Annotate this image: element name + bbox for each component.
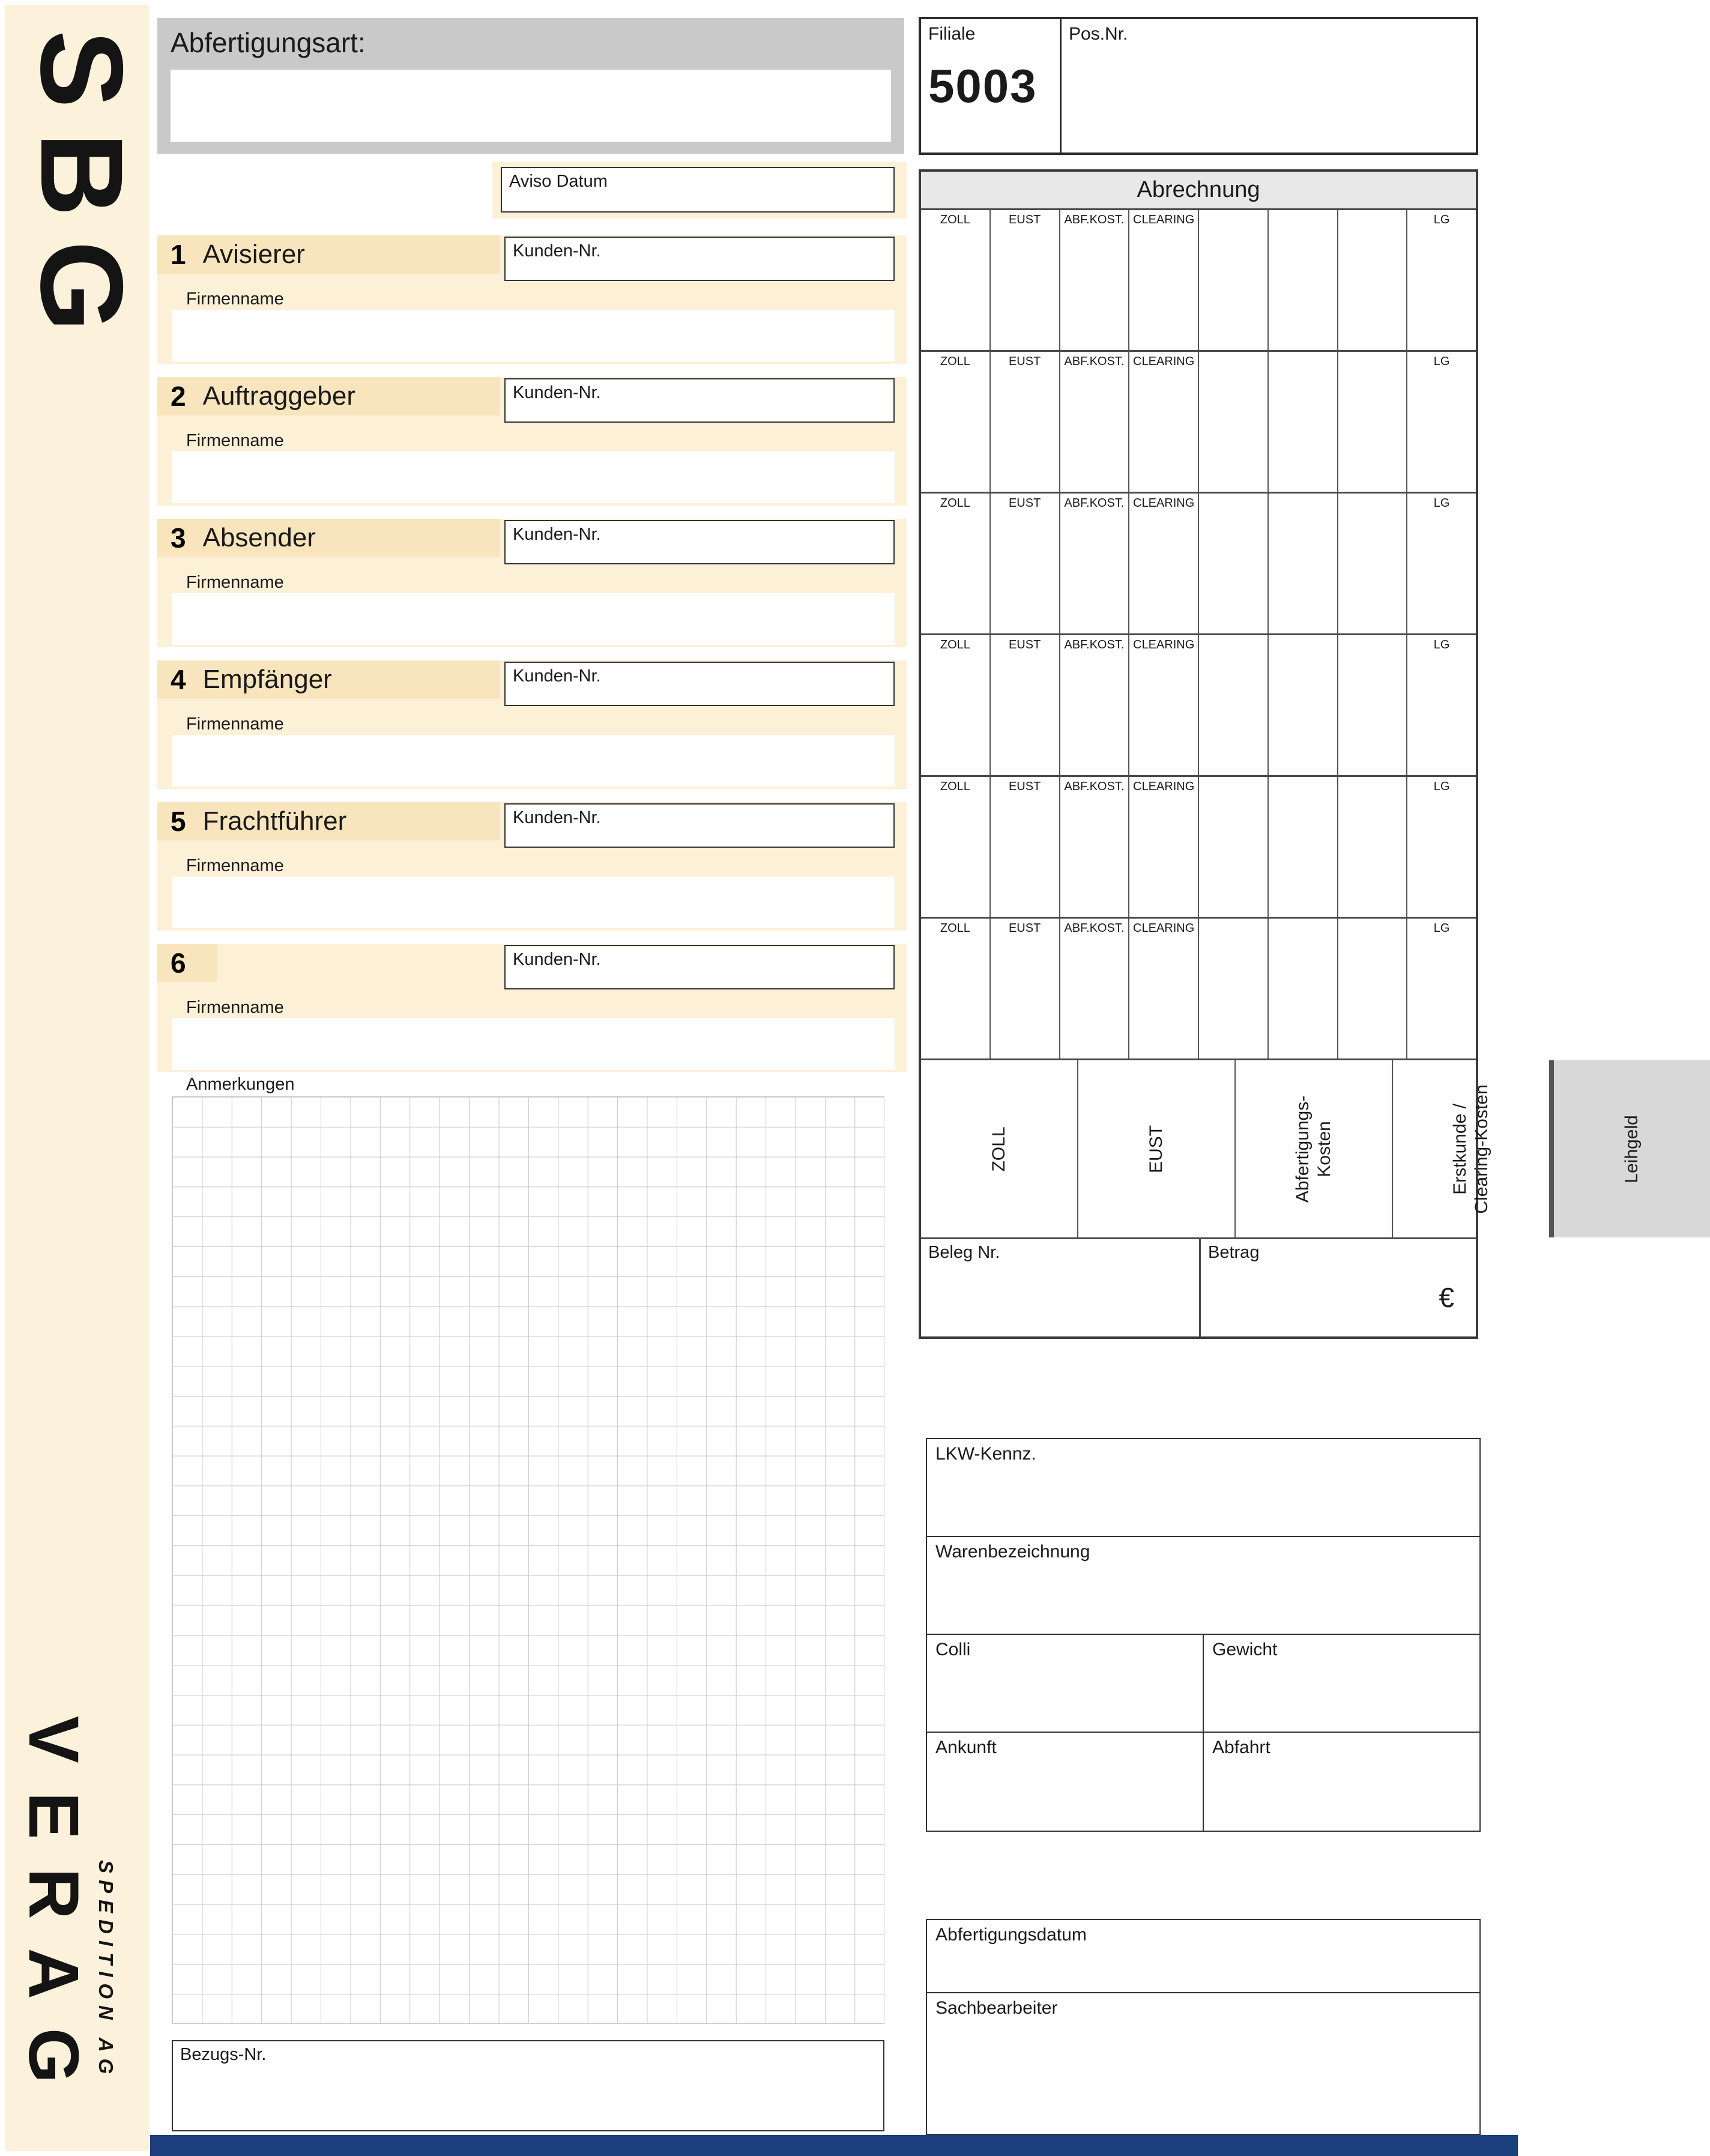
abrechnung-cell-eust[interactable] [991,494,1060,633]
filiale-label: Filiale [928,24,976,44]
col-header-abfkost: ABF.KOST. [1064,355,1125,368]
kunden-nr-field[interactable] [504,520,895,564]
section-title: Frachtführer [202,806,347,836]
abrechnung-cell-empty[interactable] [1269,352,1338,492]
gewicht-label: Gewicht [1212,1640,1278,1659]
col-header-abfkost: ABF.KOST. [1064,780,1125,793]
kunden-nr-field[interactable] [504,662,895,706]
firmenname-label: Firmenname [186,856,284,875]
colli-gewicht-row [927,1635,1479,1733]
section-number: 6 [171,947,186,979]
firmenname-label: Firmenname [186,431,284,450]
section-absender [157,519,907,647]
abrechnung-cell-clearing[interactable] [1129,635,1199,775]
filiale-value: 5003 [928,59,1038,112]
section-number: 5 [171,806,186,837]
section-6 [157,944,907,1072]
col-header-zoll: ZOLL [940,780,970,793]
abrechnung-cell-empty[interactable] [1199,777,1269,917]
kunden-nr-label: Kunden-Nr. [513,383,601,402]
filiale-posnr-box [919,17,1478,155]
posnr-label: Pos.Nr. [1069,24,1128,44]
legend-eust-label: EUST [1146,1125,1166,1173]
abrechnung-cell-empty[interactable] [1338,919,1408,1058]
abrechnung-cell-abfkost[interactable] [1060,919,1130,1058]
col-header-zoll: ZOLL [940,638,970,651]
section-title-band [157,377,500,415]
section-empfaenger [157,660,907,789]
abrechnung-cell-eust[interactable] [991,919,1060,1058]
bezugs-nr-field[interactable] [172,2040,884,2131]
legend-zoll-label: ZOLL [989,1126,1009,1172]
col-header-clearing: CLEARING [1133,638,1195,651]
abrechnung-cell-empty[interactable] [1338,494,1408,633]
filiale-cell [921,19,1062,152]
anmerkungen-label: Anmerkungen [186,1075,295,1094]
abfertigungsart-input[interactable] [171,70,891,142]
section-number: 4 [171,664,186,695]
legend-zoll [921,1060,1078,1237]
firmenname-label: Firmenname [186,289,284,309]
betrag-label: Betrag [1208,1243,1260,1262]
col-header-eust: EUST [1008,213,1041,226]
firmenname-label: Firmenname [186,998,284,1017]
abrechnung-cell-empty[interactable] [1338,352,1408,492]
footer-bar [150,2135,1518,2156]
abrechnung-cell-abfkost[interactable] [1060,777,1130,917]
section-avisierer [157,235,907,364]
col-header-abfkost: ABF.KOST. [1064,638,1125,651]
abrechnung-cell-lg[interactable] [1407,919,1476,1058]
kunden-nr-label: Kunden-Nr. [513,808,601,827]
abrechnung-cell-abfkost[interactable] [1060,210,1130,350]
col-header-lg: LG [1433,780,1450,793]
col-header-eust: EUST [1008,638,1041,651]
lkw-kennz-field[interactable] [927,1439,1479,1537]
gewicht-field[interactable] [1203,1635,1479,1732]
abrechnung-cell-empty[interactable] [1269,494,1338,633]
beleg-nr-field[interactable] [921,1239,1201,1336]
firmenname-field[interactable] [172,451,895,503]
abrechnung-cell-lg[interactable] [1407,352,1476,492]
section-auftraggeber [157,377,907,506]
abrechnung-row-4 [921,635,1476,777]
col-header-eust: EUST [1008,355,1041,368]
posnr-field[interactable] [1062,19,1476,152]
section-frachtfuehrer [157,802,907,931]
firmenname-label: Firmenname [186,573,284,592]
euro-symbol: € [1439,1282,1454,1313]
col-header-lg: LG [1433,922,1450,935]
abrechnung-cell-empty[interactable] [1269,635,1338,775]
abrechnung-cell-clearing[interactable] [1129,352,1199,492]
abfahrt-field[interactable] [1203,1733,1479,1831]
abrechnung-cell-clearing[interactable] [1129,919,1199,1058]
legend-leihgeld [1554,1060,1710,1237]
col-header-clearing: CLEARING [1133,213,1195,226]
ankunft-label: Ankunft [935,1738,997,1757]
beleg-betrag-row [921,1239,1476,1336]
col-header-zoll: ZOLL [940,922,970,935]
abrechnung-cell-zoll[interactable] [921,210,991,350]
kunden-nr-field[interactable] [504,945,895,989]
kunden-nr-field[interactable] [504,378,895,423]
col-header-clearing: CLEARING [1133,497,1195,510]
kunden-nr-field[interactable] [504,803,895,848]
abrechnung-row-3 [921,494,1476,635]
col-header-lg: LG [1433,355,1450,368]
legend-clearingkosten [1393,1060,1550,1237]
abfertigungsart-header [157,18,904,154]
abrechnung-cell-lg[interactable] [1407,494,1476,633]
firmenname-field[interactable] [172,877,895,928]
colli-label: Colli [935,1640,971,1659]
abrechnung-title: Abrechnung [921,172,1476,210]
kunden-nr-label: Kunden-Nr. [513,525,601,544]
abrechnung-table [919,169,1642,1339]
abrechnung-cell-empty[interactable] [1199,635,1269,775]
aviso-panel [492,162,907,219]
col-header-eust: EUST [1008,497,1041,510]
abrechnung-row-5 [921,777,1476,919]
col-header-lg: LG [1433,213,1450,226]
section-title: Empfänger [202,665,332,694]
section-title: Avisierer [202,240,305,269]
col-header-abfkost: ABF.KOST. [1064,497,1125,510]
anmerkungen-grid[interactable] [172,1096,884,2024]
shipment-details-box [926,1438,1481,1832]
abrechnung-cell-lg[interactable] [1407,635,1476,775]
firmenname-label: Firmenname [186,714,284,734]
abrechnung-cell-abfkost[interactable] [1060,352,1130,492]
abrechnung-row-1 [921,210,1476,352]
col-header-eust: EUST [1008,780,1041,793]
abrechnung-cell-zoll[interactable] [921,919,991,1058]
abfertigungsdatum-label: Abfertigungsdatum [935,1925,1087,1945]
brand-sidebar [5,5,149,2151]
abrechnung-cell-empty[interactable] [1338,777,1408,917]
section-number: 2 [171,381,186,412]
kunden-nr-label: Kunden-Nr. [513,241,601,261]
abrechnung-cell-abfkost[interactable] [1060,494,1130,633]
ankunft-abfahrt-row [927,1733,1479,1831]
col-header-eust: EUST [1008,922,1041,935]
col-header-zoll: ZOLL [940,213,970,226]
aviso-datum-field[interactable] [501,167,895,213]
sachbearbeiter-label: Sachbearbeiter [935,1998,1058,2018]
abrechnung-cell-empty[interactable] [1269,777,1338,917]
colli-field[interactable] [927,1635,1203,1732]
abrechnung-cell-lg[interactable] [1407,777,1476,917]
abrechnung-cell-clearing[interactable] [1129,494,1199,633]
firmenname-field[interactable] [172,735,895,787]
abrechnung-cell-eust[interactable] [991,635,1060,775]
firmenname-field[interactable] [172,310,895,361]
legend-eust [1078,1060,1236,1237]
abrechnung-cell-zoll[interactable] [921,352,991,492]
col-header-zoll: ZOLL [940,497,970,510]
abrechnung-cell-eust[interactable] [991,352,1060,492]
abrechnung-cell-zoll[interactable] [921,777,991,917]
sbg-logo: SBG [16,30,147,356]
section-title-band [157,802,500,841]
firmenname-field[interactable] [172,1018,895,1070]
section-title: Auftraggeber [202,381,355,411]
bezugs-nr-label: Bezugs-Nr. [180,2045,267,2064]
col-header-clearing: CLEARING [1133,780,1195,793]
aviso-datum-label: Aviso Datum [509,172,608,191]
sachbearbeiter-field[interactable] [926,1992,1481,2135]
section-title-band [157,660,500,699]
warenbezeichnung-field[interactable] [927,1537,1479,1635]
abrechnung-cell-empty[interactable] [1338,635,1408,775]
betrag-field[interactable] [1201,1239,1476,1336]
kunden-nr-label: Kunden-Nr. [513,950,601,969]
abrechnung-cell-clearing[interactable] [1129,777,1199,917]
abrechnung-cell-clearing[interactable] [1129,210,1199,350]
legend-abfertigungskosten-label: Abfertigungs-Kosten [1293,1095,1334,1203]
col-header-clearing: CLEARING [1133,355,1195,368]
kunden-nr-label: Kunden-Nr. [513,666,601,686]
beleg-nr-label: Beleg Nr. [928,1243,1000,1262]
abrechnung-cell-eust[interactable] [991,210,1060,350]
col-header-abfkost: ABF.KOST. [1064,213,1125,226]
abrechnung-cell-zoll[interactable] [921,494,991,633]
abrechnung-cell-eust[interactable] [991,777,1060,917]
abfertigungsart-label: Abfertigungsart: [171,27,366,58]
abrechnung-row-6 [921,919,1476,1060]
verag-logo: VERAG [14,1716,93,2112]
section-title: Absender [202,523,316,552]
abrechnung-cell-empty[interactable] [1269,210,1338,350]
abrechnung-row-2 [921,352,1476,494]
abrechnung-cell-empty[interactable] [1338,210,1408,350]
abrechnung-legend-row [921,1060,1642,1239]
abrechnung-cell-empty[interactable] [1199,494,1269,633]
legend-abfertigungskosten [1236,1060,1393,1237]
abrechnung-cell-empty[interactable] [1269,919,1338,1058]
kunden-nr-field[interactable] [504,237,895,281]
abrechnung-cell-zoll[interactable] [921,635,991,775]
firmenname-field[interactable] [172,593,895,645]
spedition-ag-label: SPEDITION AG [95,1860,117,2081]
section-title-band [157,235,500,274]
abrechnung-cell-empty[interactable] [1199,210,1269,350]
abrechnung-cell-abfkost[interactable] [1060,635,1130,775]
ankunft-field[interactable] [927,1733,1203,1831]
col-header-clearing: CLEARING [1133,922,1195,935]
warenbezeichnung-label: Warenbezeichnung [935,1542,1090,1562]
legend-leihgeld-label: Leihgeld [1622,1114,1642,1183]
abrechnung-cell-empty[interactable] [1199,919,1269,1058]
section-title-band [157,944,217,982]
section-number: 1 [171,239,186,270]
legend-clearingkosten-label: Erstkunde / Clearing-Kosten [1450,1084,1491,1214]
section-title-band [157,519,500,557]
abrechnung-cell-empty[interactable] [1199,352,1269,492]
col-header-zoll: ZOLL [940,355,970,368]
abrechnung-cell-lg[interactable] [1407,210,1476,350]
col-header-lg: LG [1433,638,1450,651]
lkw-kennz-label: LKW-Kennz. [935,1444,1036,1464]
section-number: 3 [171,522,186,554]
abfertigungsdatum-field[interactable] [926,1919,1481,1993]
col-header-lg: LG [1433,497,1450,510]
col-header-abfkost: ABF.KOST. [1064,922,1125,935]
abfahrt-label: Abfahrt [1212,1738,1270,1757]
